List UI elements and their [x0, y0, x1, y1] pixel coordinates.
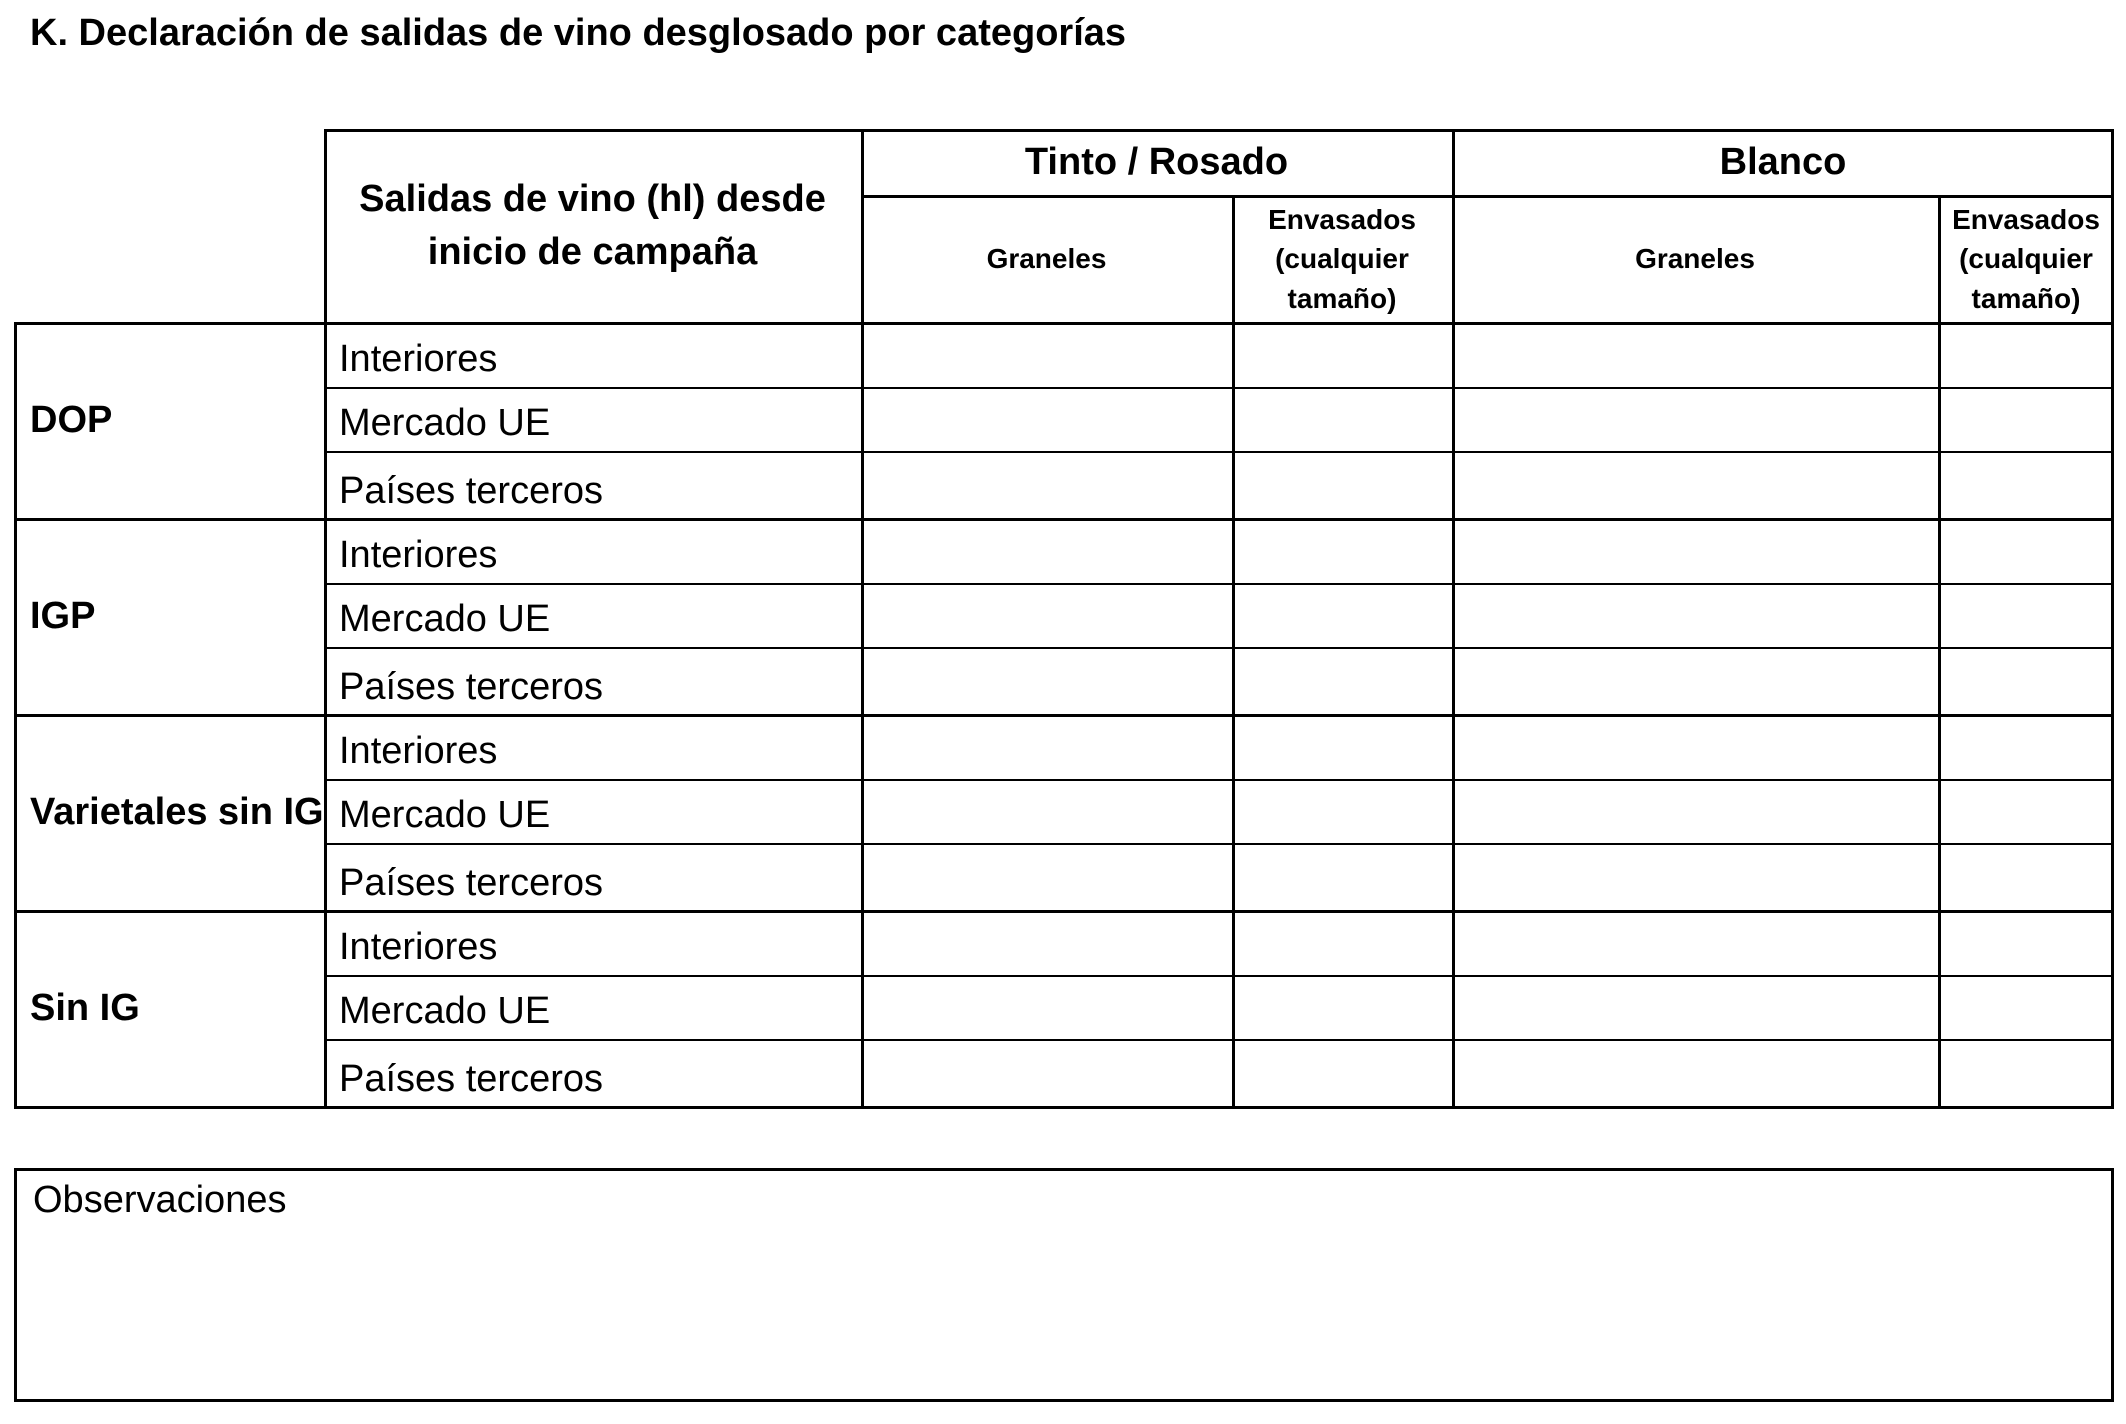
table-cell[interactable] [1232, 911, 1452, 975]
column-header-1-1: Envasados (cualquier tamaño) [1952, 204, 2100, 314]
table-cell[interactable] [1452, 451, 1938, 519]
grid-line [2111, 129, 2114, 1109]
grid-line [324, 129, 327, 1109]
table-cell[interactable] [861, 647, 1232, 715]
table-cell[interactable] [1232, 451, 1452, 519]
category-label: IGP [30, 595, 96, 638]
table-cell[interactable] [1938, 975, 2114, 1039]
grid-line [14, 322, 2114, 325]
grid-line [324, 975, 2114, 977]
corner-header: Salidas de vino (hl) desde inicio de campaña [359, 177, 826, 273]
grid-line [14, 910, 2114, 913]
table-cell[interactable] [1452, 387, 1938, 451]
table-cell[interactable] [1938, 715, 2114, 779]
grid-line [14, 518, 2114, 521]
column-header-0-1: Envasados (cualquier tamaño) [1268, 204, 1416, 314]
grid-line [324, 451, 2114, 453]
table-cell[interactable] [861, 779, 1232, 843]
table-cell[interactable] [861, 911, 1232, 975]
table-cell[interactable] [1452, 323, 1938, 387]
table-cell[interactable] [1232, 843, 1452, 911]
table-cell[interactable] [861, 715, 1232, 779]
table-cell[interactable] [1938, 1039, 2114, 1107]
row-label: Países terceros [339, 470, 603, 512]
grid-line [1452, 129, 1455, 1109]
table-cell[interactable] [1452, 715, 1938, 779]
row-label: Países terceros [339, 1058, 603, 1100]
table-cell[interactable] [861, 843, 1232, 911]
table-cell[interactable] [1232, 323, 1452, 387]
table-cell[interactable] [861, 387, 1232, 451]
grid-line [324, 129, 2114, 132]
table-cell[interactable] [1938, 843, 2114, 911]
table-cell[interactable] [1938, 647, 2114, 715]
table-cell[interactable] [861, 583, 1232, 647]
category-label: DOP [30, 399, 113, 442]
table-cell[interactable] [861, 519, 1232, 583]
grid-line [324, 387, 2114, 389]
category-label: Varietales sin IG [30, 791, 324, 834]
table-cell[interactable] [861, 975, 1232, 1039]
observations-box[interactable] [14, 1168, 2114, 1402]
table-cell[interactable] [861, 451, 1232, 519]
column-header-1-0: Graneles [1635, 243, 1755, 275]
grid-line [14, 322, 17, 1108]
table-cell[interactable] [1938, 779, 2114, 843]
table-cell[interactable] [1232, 975, 1452, 1039]
wine-outputs-table [14, 129, 2114, 1110]
grid-line [324, 583, 2114, 585]
grid-line [324, 647, 2114, 649]
table-cell[interactable] [1232, 715, 1452, 779]
row-label: Interiores [339, 338, 498, 380]
table-cell[interactable] [1452, 843, 1938, 911]
table-cell[interactable] [1232, 779, 1452, 843]
group-header-0: Tinto / Rosado [1024, 140, 1289, 183]
row-label: Países terceros [339, 666, 603, 708]
row-label: Interiores [339, 534, 498, 576]
table-cell[interactable] [861, 1039, 1232, 1107]
table-cell[interactable] [1452, 583, 1938, 647]
observations-label: Observaciones [33, 1179, 287, 1221]
grid-line [14, 714, 2114, 717]
table-cell[interactable] [1938, 323, 2114, 387]
table-cell[interactable] [1938, 519, 2114, 583]
table-cell[interactable] [1452, 1039, 1938, 1107]
table-cell[interactable] [1232, 647, 1452, 715]
grid-line [324, 843, 2114, 845]
table-cell[interactable] [1452, 911, 1938, 975]
grid-line [14, 1106, 2114, 1109]
table-cell[interactable] [1938, 583, 2114, 647]
table-cell[interactable] [1938, 451, 2114, 519]
table-cell[interactable] [1938, 911, 2114, 975]
row-label: Mercado UE [339, 794, 551, 836]
row-label: Interiores [339, 730, 498, 772]
grid-line [861, 129, 864, 1109]
row-label: Países terceros [339, 862, 603, 904]
page-title: K. Declaración de salidas de vino desglosado por categorías [30, 12, 1127, 54]
grid-line [324, 779, 2114, 781]
table-cell[interactable] [1232, 583, 1452, 647]
table-cell[interactable] [1232, 387, 1452, 451]
table-cell[interactable] [1938, 387, 2114, 451]
row-label: Mercado UE [339, 402, 551, 444]
category-label: Sin IG [30, 987, 140, 1030]
row-label: Mercado UE [339, 598, 551, 640]
grid-line [324, 1039, 2114, 1041]
row-label: Interiores [339, 926, 498, 968]
grid-line [861, 195, 2114, 198]
table-cell[interactable] [1232, 519, 1452, 583]
column-header-0-0: Graneles [986, 243, 1107, 275]
grid-line [1938, 195, 1941, 1109]
table-cell[interactable] [1452, 519, 1938, 583]
group-header-1: Blanco [1719, 140, 1847, 183]
row-label: Mercado UE [339, 990, 551, 1032]
grid-line [1232, 195, 1235, 1109]
table-cell[interactable] [1232, 1039, 1452, 1107]
table-cell[interactable] [861, 323, 1232, 387]
table-cell[interactable] [1452, 647, 1938, 715]
table-cell[interactable] [1452, 779, 1938, 843]
table-cell[interactable] [1452, 975, 1938, 1039]
